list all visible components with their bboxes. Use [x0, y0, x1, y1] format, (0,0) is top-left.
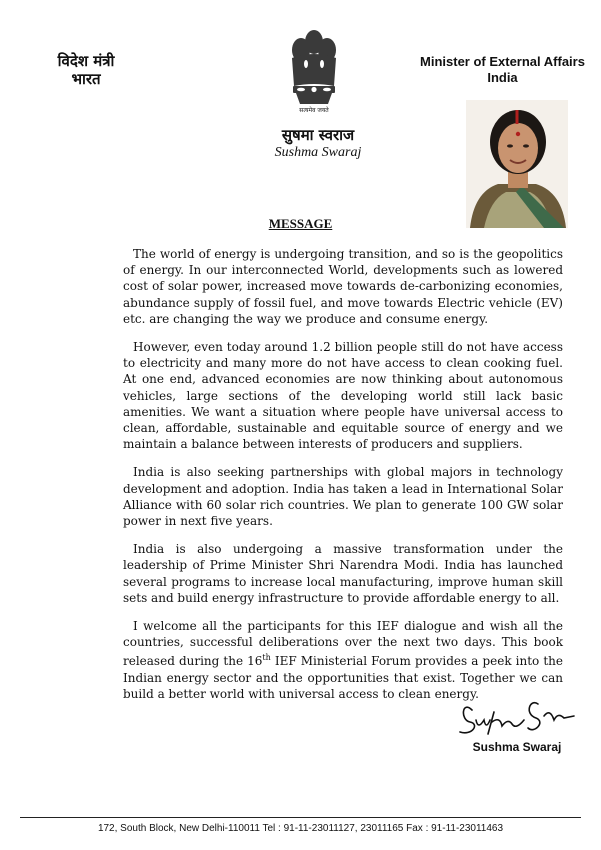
english-title-line2: India [487, 70, 518, 85]
hindi-title-line1: विदेश मंत्री [57, 52, 115, 70]
name-english: Sushma Swaraj [274, 145, 362, 160]
paragraph-5-part1: I welcome all the participants for this IEF dialogue and wish all the countries, successful deliberations over the next two days. This book released during the 16 [123, 619, 563, 669]
english-title-line1: Minister of External Affairs [420, 54, 585, 69]
paragraph-3: India is also seeking partnerships with global majors in technology development and adoption. India has taken a lead in International Solar Alliance with 60 solar rich countries. We plan to generate 100 GW solar power in next five years. [123, 465, 563, 529]
paragraph-1: The world of energy is undergoing transition, and so is the geopolitics of energy. In our interconnected World, developments such as lowered cost of solar power, increased move towards de-carbonizing economies, abundance supply of fossil fuel, and move towards Electric vehicle (EV) etc. are changing the way we produce and consume energy. [123, 247, 563, 326]
paragraph-2: However, even today around 1.2 billion people still do not have access to electricity and many more do not have access to clean cooking fuel. At one end, advanced economies are now thinking about autonomous vehicles, large sections of the developing world still lack basic amenities. We want a situation where people have universal access to clean, affordable, sustainable and equitable source of energy and we maintain a balance between interests of producers and suppliers. [123, 340, 563, 452]
footer-divider [20, 817, 581, 818]
footer-address: 172, South Block, New Delhi-110011 Tel : 91-11-23011127, 23011165 Fax : 91-11-23011463 [97, 823, 504, 834]
portrait-photo [466, 100, 568, 228]
hindi-title [26, 52, 146, 88]
message-body [123, 246, 563, 714]
signer-name: Sushma Swaraj [472, 740, 562, 754]
hindi-title-line2: भारत [71, 70, 101, 88]
paragraph-5-part2: IEF Ministerial Forum provides a peek into the Indian energy sector and the opportunities that exist. Together we can build a better world with universal access to clean energy. [123, 654, 564, 701]
paragraph-4: India is also undergoing a massive transformation under the leadership of Prime Minister Shri Narendra Modi. India has launched several programs to increase local manufacturing, improve human skill sets and build energy infrastructure to provide affordable energy to all. [123, 542, 563, 605]
name-hindi: सुषमा स्वराज [281, 126, 355, 144]
emblem-motto: सत्यमेव जयते [299, 107, 329, 114]
english-title [410, 54, 595, 86]
message-title: MESSAGE [268, 216, 333, 231]
ordinal-suffix: th [262, 653, 271, 663]
handwritten-signature [454, 690, 584, 742]
